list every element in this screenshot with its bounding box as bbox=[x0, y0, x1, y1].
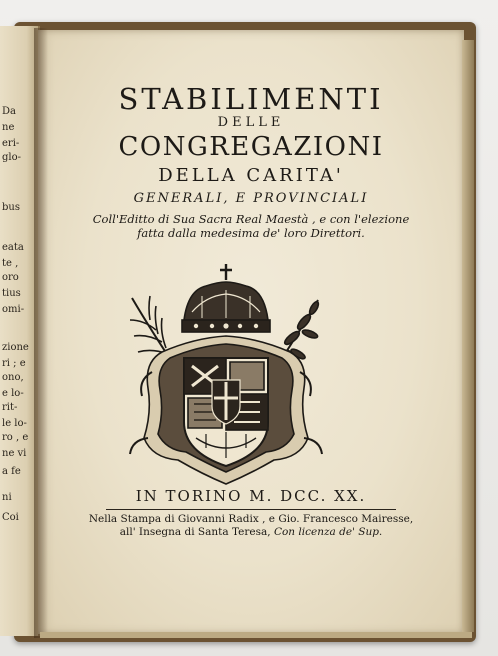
subtitle-line-2: fatta dalla medesima de' loro Direttori. bbox=[137, 226, 365, 240]
facing-page-text-fragment: Coi bbox=[2, 512, 19, 523]
facing-page-text-fragment: tius bbox=[2, 288, 21, 299]
imprint-block bbox=[38, 486, 464, 539]
subtitle-line-1: Coll'Editto di Sua Sacra Real Maestà , e con l'elezione bbox=[92, 212, 410, 226]
facing-page-text-fragment: ni bbox=[2, 492, 12, 503]
facing-page-text-fragment: e lo- bbox=[2, 388, 24, 399]
title-line-3: CONGREGAZIONI bbox=[118, 132, 384, 162]
facing-page-text-fragment: a fe bbox=[2, 466, 21, 477]
title-block bbox=[38, 82, 464, 240]
title-line-5: GENERALI, E PROVINCIALI bbox=[133, 191, 369, 206]
facing-page-text-fragment: ono, bbox=[2, 372, 24, 383]
title-line-1: STABILIMENTI bbox=[118, 82, 384, 116]
facing-page-text-fragment: zione bbox=[2, 342, 29, 353]
facing-page-text-fragment: eata bbox=[2, 242, 24, 253]
printer-line-1: Nella Stampa di Giovanni Radix , e Gio. Francesco Mairesse, bbox=[88, 513, 414, 525]
facing-page-text-fragment: ne vi bbox=[2, 448, 27, 459]
facing-page-text-fragment: eri- bbox=[2, 138, 20, 149]
facing-page-text-fragment: bus bbox=[2, 202, 20, 213]
facing-page-text-fragment: ne bbox=[2, 122, 15, 133]
title-line-4: DELLA CARITA' bbox=[158, 165, 344, 186]
facing-page-text-fragment: te , bbox=[2, 258, 19, 269]
facing-page-text-fragment: oro bbox=[2, 272, 19, 283]
imprint-rule bbox=[106, 509, 396, 510]
coat-of-arms-emblem bbox=[122, 262, 330, 488]
page-edges-bottom bbox=[40, 632, 472, 638]
facing-page-text-fragment: le lo- bbox=[2, 418, 27, 429]
imprint-place-date: IN TORINO M. DCC. XX. bbox=[135, 487, 367, 505]
facing-page-text-fragment: ri ; e bbox=[2, 358, 26, 369]
facing-page-text-fragment: rit- bbox=[2, 402, 18, 413]
facing-page-text-fragment: ro , e bbox=[2, 432, 29, 443]
license-note: Con licenza de' Sup. bbox=[273, 526, 383, 538]
facing-page-text-fragment: glo- bbox=[2, 152, 21, 163]
printer-address: all' Insegna di Santa Teresa, bbox=[119, 526, 271, 538]
title-line-2: DELLE bbox=[217, 115, 285, 130]
facing-page-text-fragment: omi- bbox=[2, 304, 25, 315]
facing-page-text-fragment: Da bbox=[2, 106, 16, 117]
printer-line-2 bbox=[38, 526, 464, 539]
